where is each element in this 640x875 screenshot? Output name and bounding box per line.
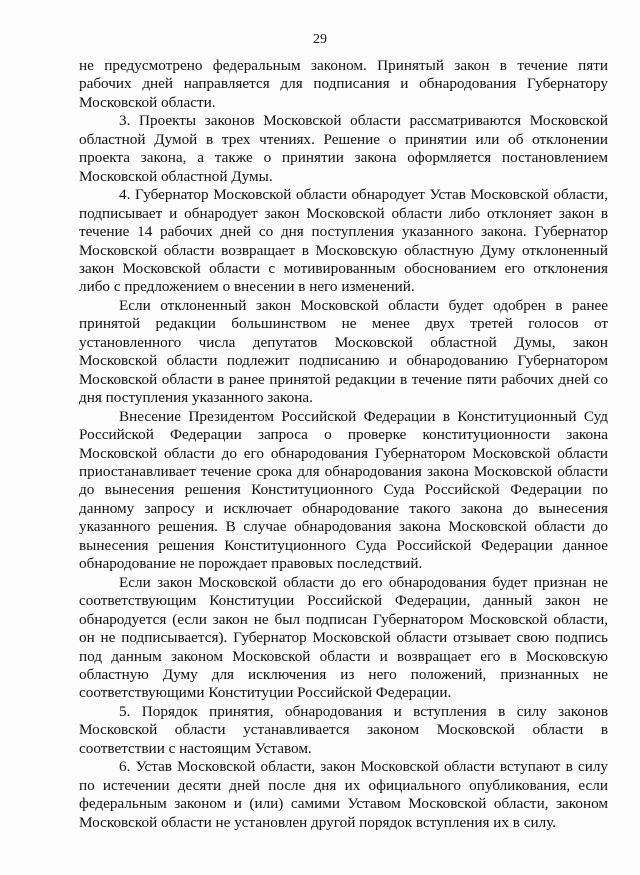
page-number: 29	[313, 32, 327, 47]
paragraph-item-5: 5. Порядок принятия, обнародования и вступления в силу законов Московской области устанавливается законом Московской области в соответствии с настоящим Уставом.	[79, 702, 608, 757]
paragraph-constitutional-court-request: Внесение Президентом Российской Федерации в Конституционный Суд Российской Федерации запроса о проверке конституционности закона Московской области до его обнародования Губернатором Московской области приостанавливает течение срока для обнародования закона Московской области до вынесения решения Конституционного Суда Российской Федерации по данному запросу и исключает обнародование такого закона до вынесения указанного решения. В случае обнародования закона Московской области до вынесения решения Конституционного Суда Российской Федерации данное обнародование не порождает правовых последствий.	[79, 407, 608, 573]
paragraph-unconstitutional-law: Если закон Московской области до его обнародования будет признан не соответствующим Конституции Российской Федерации, данный закон не обнародуется (если закон не был подписан Губернатором Московской области, он не подписывается). Губернатор Московской области отзывает свою подпись под данным законом Московской области и возвращает его в Московскую областную Думу для исключения из него положений, признанных не соответствующими Конституции Российской Федерации.	[79, 573, 608, 702]
paragraph-continuation: не предусмотрено федеральным законом. Принятый закон в течение пяти рабочих дней направляется для подписания и обнародования Губернатору Московской области.	[79, 57, 608, 111]
paragraph-item-4: 4. Губернатор Московской области обнародует Устав Московской области, подписывает и обнародует закон Московской области либо отклоняет закон в течение 14 рабочих дней со дня поступления указанного закона. Губернатор Московской области возвращает в Московскую областную Думу отклоненный закон Московской области с мотивированным обоснованием его отклонения либо с предложением о внесении в него изменений.	[79, 186, 608, 296]
paragraph-override-rejection: Если отклоненный закон Московской области будет одобрен в ранее принятой редакции большинством не менее двух третей голосов от установленного числа депутатов Московской областной Думы, закон Московской области подлежит подписанию и обнародованию Губернатором Московской области в ранее принятой редакции в течение пяти рабочих дней со дня поступления указанного закона.	[79, 296, 608, 407]
paragraph-item-3: 3. Проекты законов Московской области рассматриваются Московской областной Думой в трех чтениях. Решение о принятии или об отклонении проекта закона, а также о принятии закона оформляется постановлением Московской областной Думы.	[79, 112, 608, 185]
document-body	[79, 57, 608, 832]
paragraph-item-6: 6. Устав Московской области, закон Московской области вступают в силу по истечении десяти дней после дня их официального опубликования, если федеральным законом и (или) самими Уставом Московской области, законом Московской области не установлен другой порядок вступления их в силу.	[79, 758, 608, 831]
